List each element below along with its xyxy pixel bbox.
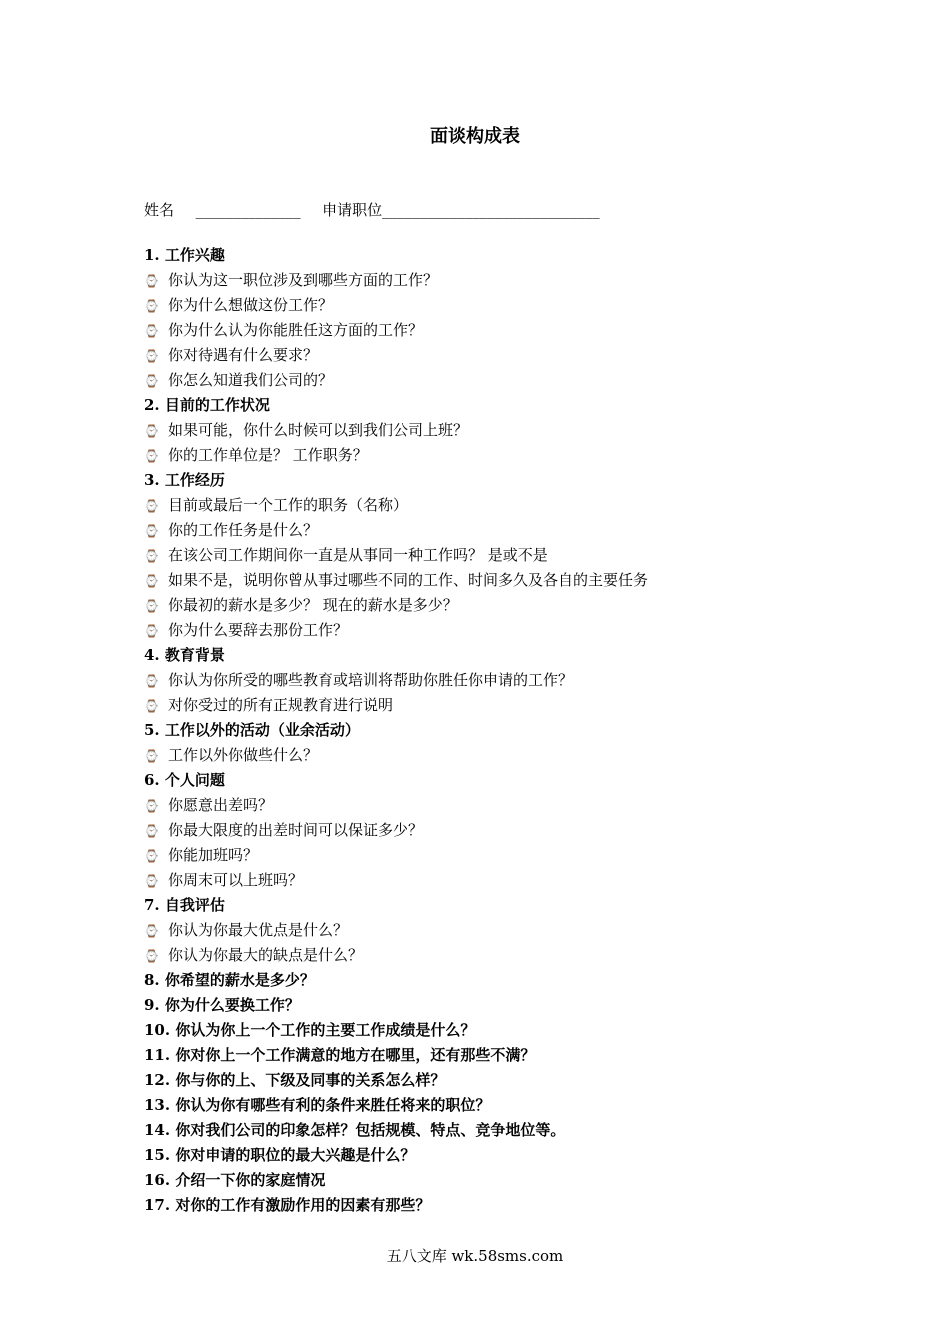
clock-icon: ⌚ [144, 449, 159, 463]
question-text: 你认为你所受的哪些教育或培训将帮助你胜任你申请的工作？ [168, 671, 574, 689]
question-list [144, 243, 844, 1218]
section-heading: 13. 你认为你有哪些有利的条件来胜任将来的职位？ [144, 1096, 491, 1114]
question-item [144, 443, 844, 468]
section-heading: 14. 你对我们公司的印象怎样？包括规模、特点、竞争地位等。 [144, 1121, 566, 1139]
question-text: 你能加班吗？ [168, 846, 259, 864]
question-item [144, 418, 844, 443]
clock-icon: ⌚ [144, 274, 159, 288]
section-heading: 7. 自我评估 [144, 896, 225, 914]
question-item [144, 693, 844, 718]
position-label: 申请职位 [322, 201, 383, 219]
clock-icon: ⌚ [144, 574, 159, 588]
clock-icon: ⌚ [144, 424, 159, 438]
question-text: 工作以外你做些什么？ [168, 746, 319, 764]
question-text: 你周末可以上班吗？ [168, 871, 304, 889]
question-item [144, 493, 844, 518]
question-text: 如果不是，说明你曾从事过哪些不同的工作、时间多久及各自的主要任务 [168, 571, 649, 589]
applicant-info-row [144, 198, 600, 222]
page-title: 面谈构成表 [430, 126, 520, 147]
section-heading: 9. 你为什么要换工作？ [144, 996, 300, 1014]
clock-icon: ⌚ [144, 699, 159, 713]
question-item [144, 618, 844, 643]
footer-watermark: 五八文库 wk.58sms.com [386, 1247, 564, 1265]
question-item [144, 943, 844, 968]
question-item [144, 368, 844, 393]
clock-icon: ⌚ [144, 749, 159, 763]
question-item [144, 793, 844, 818]
question-text: 你最初的薪水是多少？ 现在的薪水是多少？ [168, 596, 458, 614]
section-heading: 8. 你希望的薪水是多少？ [144, 971, 315, 989]
section-heading: 10. 你认为你上一个工作的主要工作成绩是什么？ [144, 1021, 476, 1039]
clock-icon: ⌚ [144, 524, 159, 538]
question-item [144, 593, 844, 618]
question-item [144, 818, 844, 843]
section-heading: 17. 对你的工作有激励作用的因素有那些？ [144, 1196, 431, 1214]
question-item [144, 843, 844, 868]
clock-icon: ⌚ [144, 549, 159, 563]
section-heading: 5. 工作以外的活动（业余活动） [144, 721, 360, 739]
question-text: 你怎么知道我们公司的？ [168, 371, 334, 389]
question-item [144, 743, 844, 768]
section-heading: 11. 你对你上一个工作满意的地方在哪里，还有那些不满？ [144, 1046, 536, 1064]
section-heading: 15. 你对申请的职位的最大兴趣是什么？ [144, 1146, 416, 1164]
section-heading: 6. 个人问题 [144, 771, 225, 789]
section-heading: 4. 教育背景 [144, 646, 225, 664]
clock-icon: ⌚ [144, 849, 159, 863]
clock-icon: ⌚ [144, 824, 159, 838]
question-text: 你认为这一职位涉及到哪些方面的工作？ [168, 271, 439, 289]
question-text: 你为什么认为你能胜任这方面的工作？ [168, 321, 424, 339]
question-item [144, 568, 844, 593]
clock-icon: ⌚ [144, 674, 159, 688]
clock-icon: ⌚ [144, 949, 159, 963]
question-text: 如果可能，你什么时候可以到我们公司上班？ [168, 421, 469, 439]
clock-icon: ⌚ [144, 799, 159, 813]
clock-icon: ⌚ [144, 924, 159, 938]
question-item [144, 918, 844, 943]
clock-icon: ⌚ [144, 324, 159, 338]
clock-icon: ⌚ [144, 499, 159, 513]
position-blank: _____________________________ [382, 201, 600, 219]
question-text: 你为什么要辞去那份工作？ [168, 621, 349, 639]
question-text: 你的工作单位是？ 工作职务？ [168, 446, 368, 464]
question-item [144, 868, 844, 893]
section-heading: 2. 目前的工作状况 [144, 396, 270, 414]
clock-icon: ⌚ [144, 874, 159, 888]
section-heading: 1. 工作兴趣 [144, 246, 225, 264]
question-text: 你对待遇有什么要求？ [168, 346, 319, 364]
question-text: 你认为你最大优点是什么？ [168, 921, 349, 939]
question-text: 你为什么想做这份工作？ [168, 296, 334, 314]
section-heading: 3. 工作经历 [144, 471, 225, 489]
question-item [144, 268, 844, 293]
question-text: 对你受过的所有正规教育进行说明 [168, 696, 394, 714]
question-item [144, 518, 844, 543]
question-text: 目前或最后一个工作的职务（名称） [168, 496, 409, 514]
name-label: 姓名 [144, 201, 175, 219]
question-text: 你愿意出差吗？ [168, 796, 274, 814]
question-text: 你认为你最大的缺点是什么？ [168, 946, 364, 964]
clock-icon: ⌚ [144, 299, 159, 313]
question-text: 你最大限度的出差时间可以保证多少？ [168, 821, 424, 839]
section-heading: 12. 你与你的上、下级及同事的关系怎么样？ [144, 1071, 446, 1089]
question-item [144, 668, 844, 693]
clock-icon: ⌚ [144, 349, 159, 363]
question-text: 你的工作任务是什么？ [168, 521, 319, 539]
question-item [144, 543, 844, 568]
question-item [144, 343, 844, 368]
clock-icon: ⌚ [144, 374, 159, 388]
name-blank: ______________ [195, 201, 301, 219]
clock-icon: ⌚ [144, 624, 159, 638]
section-heading: 16. 介绍一下你的家庭情况 [144, 1171, 326, 1189]
question-text: 在该公司工作期间你一直是从事同一种工作吗？ 是或不是 [168, 546, 548, 564]
clock-icon: ⌚ [144, 599, 159, 613]
question-item [144, 293, 844, 318]
question-item [144, 318, 844, 343]
